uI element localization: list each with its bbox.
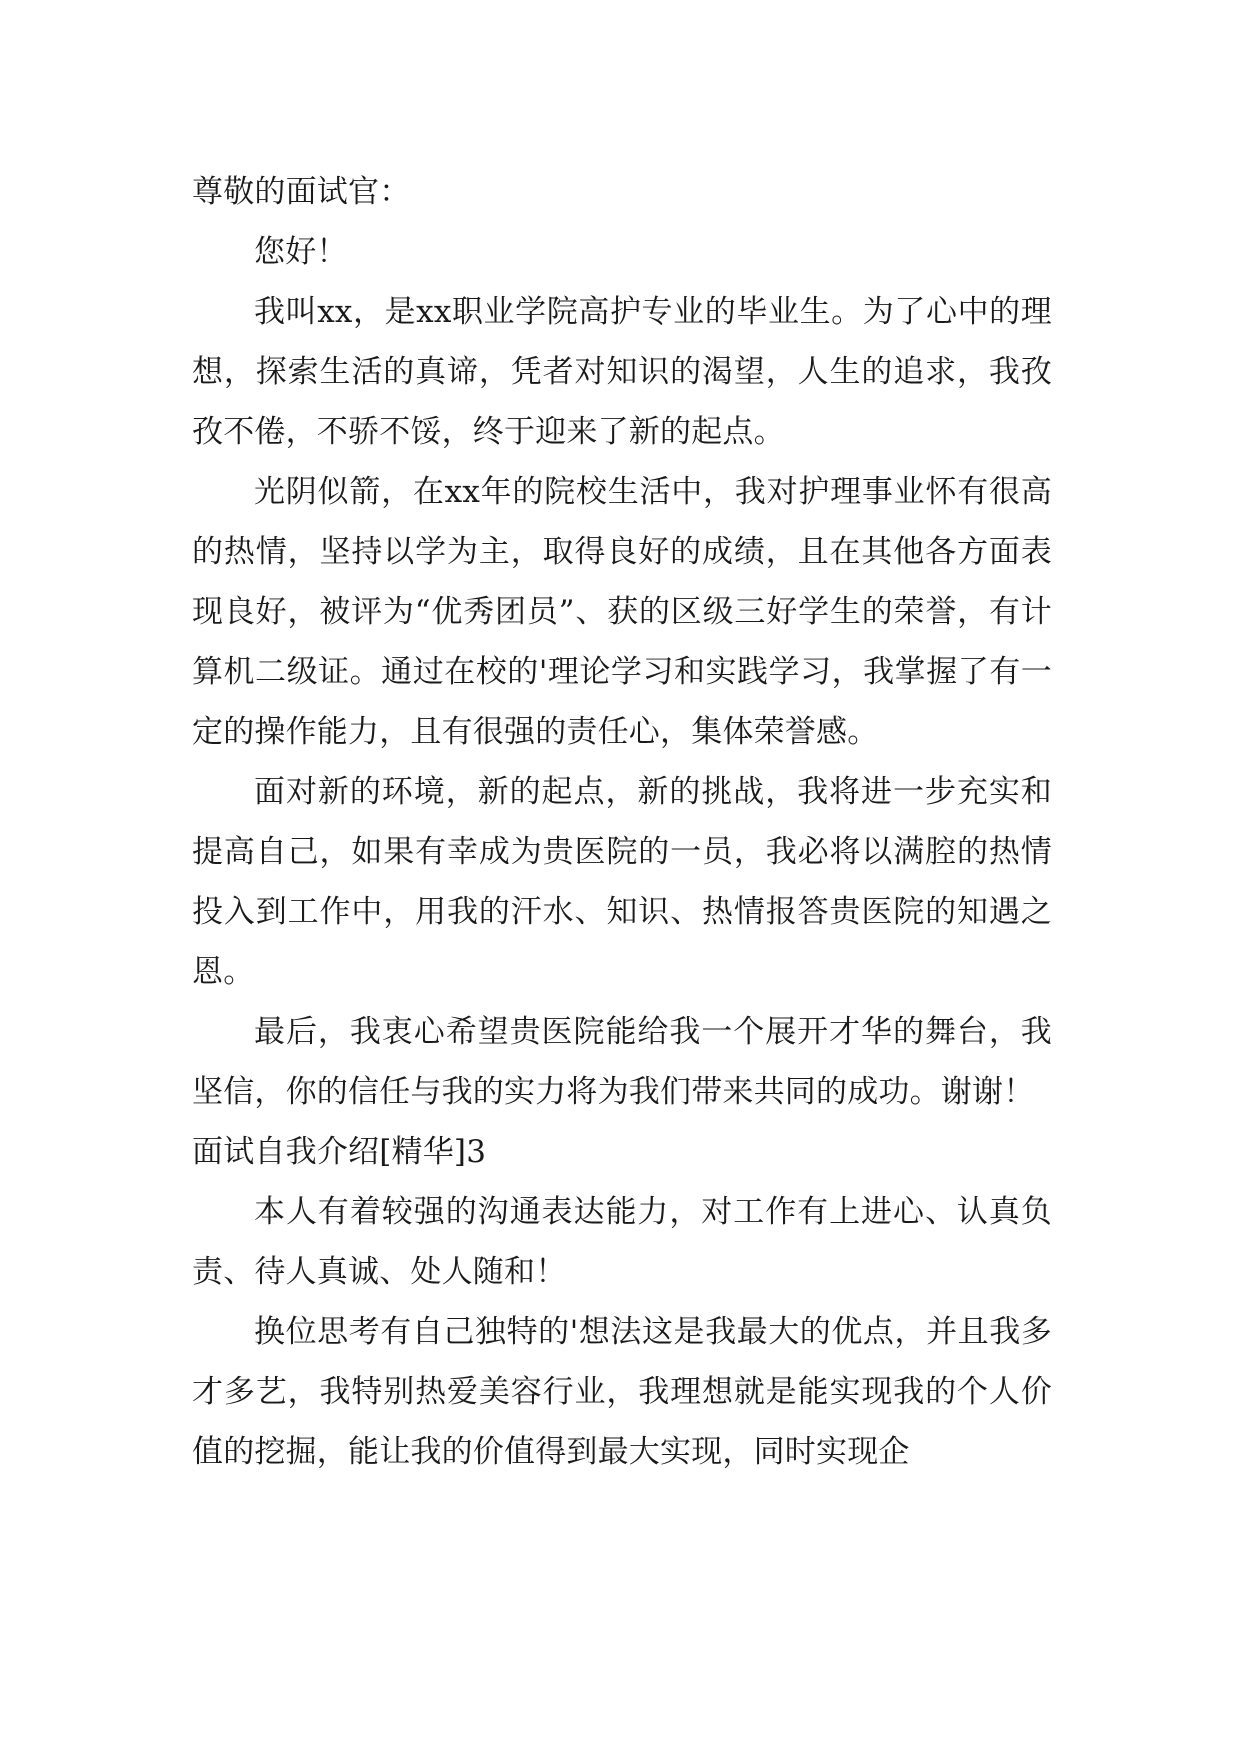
paragraph-school-life: 光阴似箭，在xx年的院校生活中，我对护理事业怀有很高的热情，坚持以学为主，取得良好的成绩，且在其他各方面表现良好，被评为“优秀团员”、获的区级三好学生的荣誉，有计算机二级证。通过在校的'理论学习和实践学习，我掌握了有一定的操作能力，且有很强的责任心，集体荣誉感。 — [192, 474, 1052, 750]
paragraph-strengths: 换位思考有自己独特的'想法这是我最大的优点，并且我多才多艺，我特别热爱美容行业，我理想就是能实现我的个人价值的挖掘，能让我的价值得到最大实现，同时实现企 — [192, 1314, 1052, 1470]
salutation: 尊敬的面试官： — [192, 174, 411, 210]
paragraph-closing: 最后，我衷心希望贵医院能给我一个展开才华的舞台，我坚信，你的信任与我的实力将为我们带来共同的成功。谢谢！ — [192, 1014, 1052, 1110]
paragraph-introduction: 我叫xx，是xx职业学院高护专业的毕业生。为了心中的理想，探索生活的真谛，凭者对知识的渴望，人生的追求，我孜孜不倦，不骄不馁，终于迎来了新的起点。 — [192, 294, 1052, 450]
paragraph-new-challenge: 面对新的环境，新的起点，新的挑战，我将进一步充实和提高自己，如果有幸成为贵医院的一员，我必将以满腔的热情投入到工作中，用我的汗水、知识、热情报答贵医院的知遇之恩。 — [192, 774, 1052, 990]
paragraph-communication: 本人有着较强的沟通表达能力，对工作有上进心、认真负责、待人真诚、处人随和！ — [192, 1194, 1052, 1290]
document-body — [192, 162, 1052, 1482]
section-heading: 面试自我介绍[精华]3 — [192, 1134, 487, 1170]
greeting: 您好！ — [254, 234, 348, 270]
